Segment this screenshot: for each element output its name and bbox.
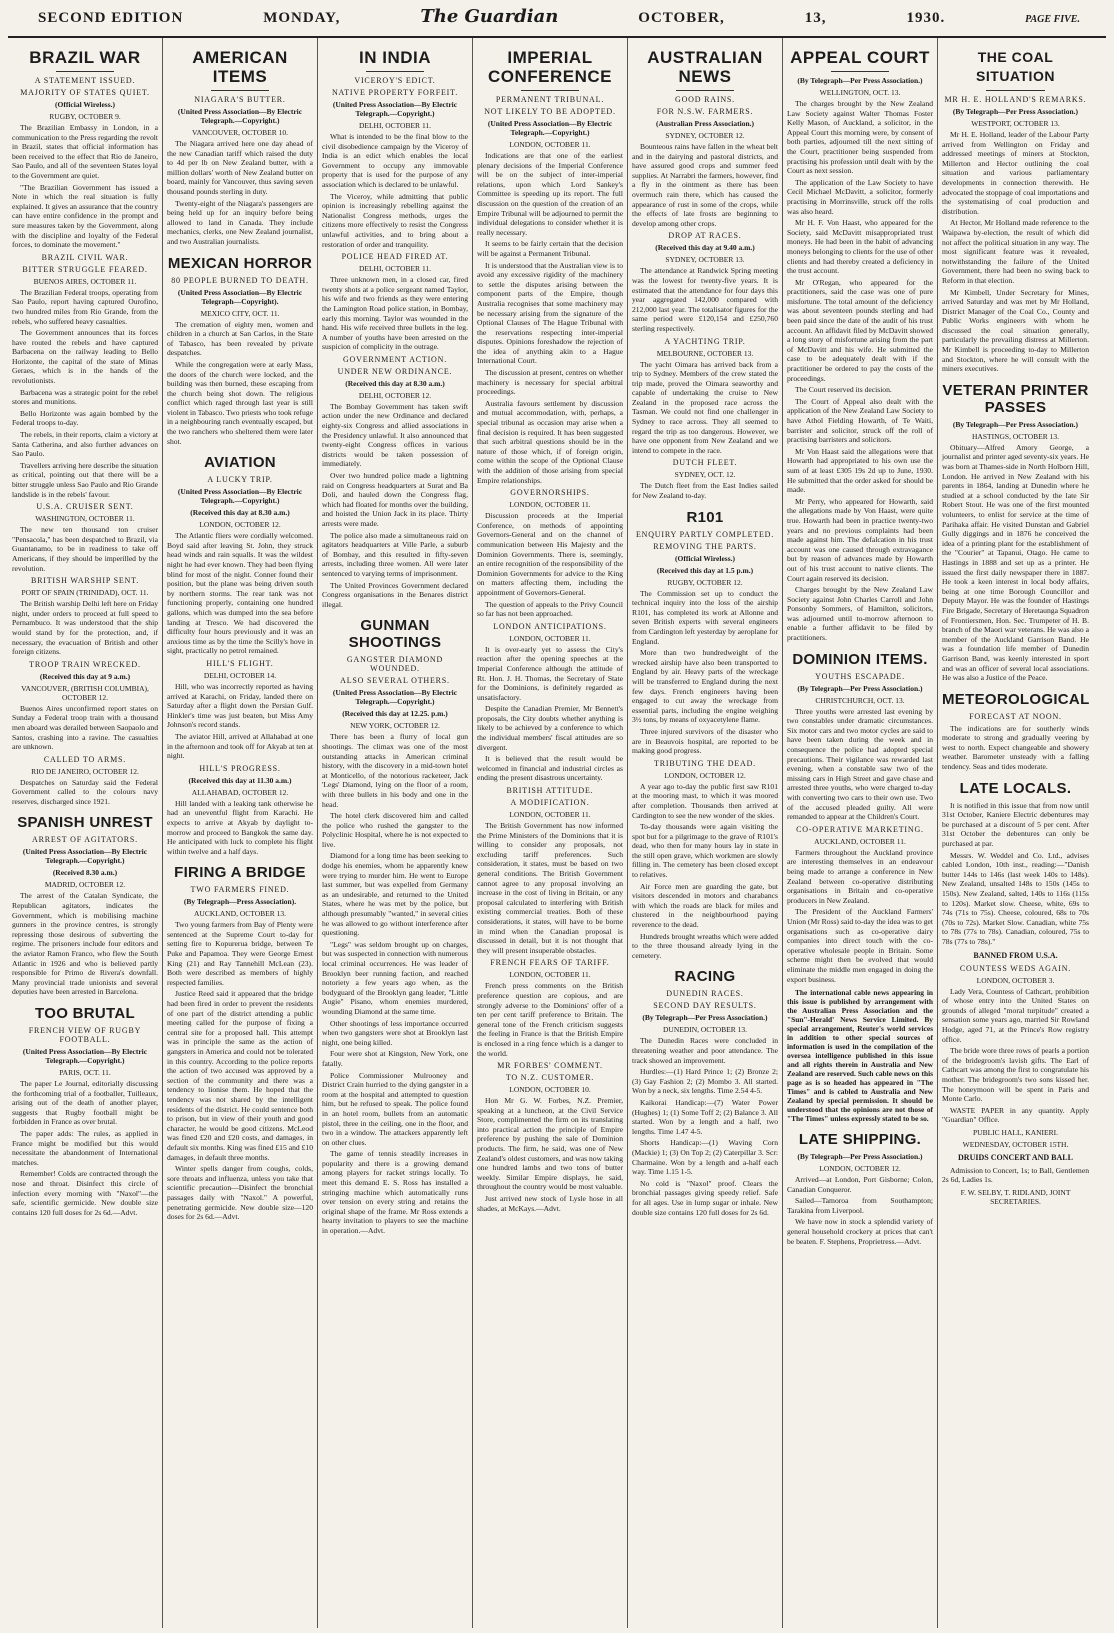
paragraph: Buenos Aires unconfirmed report states on Sunday a Federal troop train with a thousand men aboard was derailed between Saopaolo and Santos, crashing into a ravine. The casualties are unknown. <box>12 703 158 752</box>
paragraph: The Government announces that its forces have routed the rebels and have captured Barbacena on the railway leading to Bello Horizonte, the capital of the state of Minas Geraes, which is in the hands of the revolutionists. <box>12 328 158 386</box>
dateline: RUGBY, OCTOBER 12. <box>667 577 743 587</box>
paragraph: Three youths were arrested last evening by two constables under dramatic circumstances. Six motor cars and two motor cycles are said to have been taken during the week and in consequence the police had adopted special precautions. Their vigilance was rewarded last evening, when a constable saw two of the missing cars in High Street and gave chase and arrested three youths, who were charged to-day with converting two cars to their own use. Two of the accused pleaded guilty. All were remanded to appear at the Children's Court. <box>787 706 933 822</box>
masthead-date: 13, <box>804 10 827 26</box>
dateline: VANCOUVER, (BRITISH COLUMBIA), OCTOBER 12. <box>21 683 149 702</box>
dateline: WELLINGTON, OCT. 13. <box>819 88 901 97</box>
paragraph: Travellers arriving here describe the situation as critical, pointing out that there will be a bitter struggle unless Sao Paulo and Rio Grande landslide is in the rebels' favour. <box>12 460 158 499</box>
subhead: FORECAST AT NOON. <box>969 711 1062 721</box>
paragraph: At Hector, Mr Holland made reference to the Waipawa by-election, the result of which did not affect the political situation in any way. The most significant feature was it revealed, notwithstanding the failure of the United Government, there had been no swing back to Reform in that election. <box>942 218 1089 285</box>
subhead: ARREST OF AGITATORS. <box>32 835 138 845</box>
credit-line: (United Press Association—By Electric Telegraph.—Copyright.) <box>487 119 613 137</box>
ad-date: WEDNESDAY, OCTOBER 15TH. <box>962 1139 1069 1149</box>
dateline: DELHI, OCTOBER 11. <box>358 121 432 130</box>
paragraph: The aviator Hill, arrived at Allahabad at one in the afternoon and took off for Akyab at ten at night. <box>167 731 313 761</box>
dateline: LONDON, OCTOBER 11. <box>509 633 591 643</box>
paragraph: Hill landed with a leaking tank otherwise he had an uneventful flight from Karachi. He expects to arrive at Akyab by daylight to-morrow and proceed to Bangkok the same day. He anticipated with luck to complete his flight within twelve and a half days. <box>167 798 313 856</box>
ad-secretaries: F. W. SELBY, T. RIDLAND, JOINT SECRETARIES. <box>960 1188 1071 1207</box>
subhead: TROOP TRAIN WRECKED. <box>29 659 141 669</box>
paragraph: More than two hundredweight of the wrecked airship have also been transported to England by air. Heavy parts of the wreckage will be transferred to England during the next few days. French engineers having been engaged to cut away the wreckage from essential parts, including the engine weighing 3½ tons, by means of oxyacetylene flame. <box>632 648 778 725</box>
dateline: WESTPORT, OCTOBER 13. <box>971 119 1060 128</box>
headline-dominion-items: DOMINION ITEMS. <box>792 650 928 668</box>
paragraph: The President of the Auckland Farmers' Union (Mr Ross) said to-day the idea was to get organisations such as co-operative dairy companies into direct touch with the co-operative wholesale people in Britain. Some scheme might then be evolved that would eliminate the middle men engaged in doing the export business. <box>787 907 933 984</box>
credit-line: (Received this day at 1.5 p.m.) <box>656 565 754 575</box>
credit-line: (By Telegraph—Press Association). <box>183 897 297 907</box>
advertisement: No cold is "Naxol" proof. Clears the bronchial passages giving speedy relief. Safe for all ages. Use in lump sugar or inhale. New double size contains 120 full doses for 2s 6d. <box>632 1178 778 1217</box>
paragraph: The Brazilian Embassy in London, in a communication to the Press regarding the revolt in Brazil, states that official information has been received to the effect that Rio de Janeiro, Sao Paulo, and all of the seventeen States loyal to the Government are quiet. <box>12 123 158 180</box>
credit-line: (Official Wireless.) <box>55 100 115 109</box>
subhead: DROP AT RACES. <box>668 231 742 241</box>
dateline: CHRISTCHURCH, OCT. 13. <box>815 695 905 705</box>
headline-late-locals: LATE LOCALS. <box>959 779 1072 797</box>
headline-coal-situation: THE COAL SITUATION <box>976 49 1055 84</box>
dateline: WASHINGTON, OCTOBER 11. <box>35 514 135 524</box>
subhead: BITTER STRUGGLE FEARED. <box>22 264 148 274</box>
ad-event: DRUIDS CONCERT AND BALL <box>958 1152 1073 1162</box>
credit-line: (By Telegraph—Per Press Association.) <box>642 1013 768 1023</box>
headline-in-india: IN INDIA <box>359 48 431 67</box>
subhead: A LUCKY TRIP. <box>207 475 273 485</box>
paragraph: The Court of Appeal also dealt with the application of the New Zealand Law Society to have Athol Fielding Howarth, of Te Waiti, barrister and solicitor, struck off the roll of practising barristers and solicitors. <box>787 396 933 445</box>
dateline: PORT OF SPAIN (TRINIDAD), OCT. 11. <box>21 588 149 598</box>
paragraph: It is notified in this issue that from now until 31st October, Kaniere Electric debentures may be purchased at a discount of 5 per cent. After 31st October the debentures can only be purchased at par. <box>942 800 1089 849</box>
paragraph: The paper Le Journal, editorially discussing the forthcoming trial of a footballer, Tuilleaux, arising out of the death of another player, suggests that Rugby football might be forbidden in France as over brutal. <box>12 1079 158 1127</box>
subhead: GANGSTER DIAMOND WOUNDED. <box>346 655 444 674</box>
advertisement: We have now in stock a splendid variety of general household crockery at prices that can't be beaten. F. Stephens, Proprietress.—Advt. <box>787 1217 933 1246</box>
paragraph: It seems to be fairly certain that the decision will be against a Permanent Tribunal. <box>477 239 623 258</box>
headline-too-brutal: TOO BRUTAL <box>35 1005 135 1022</box>
dateline: LONDON, OCTOBER 11. <box>509 500 591 510</box>
credit-line: (Received this day at 9 a.m.) <box>39 671 131 681</box>
edition-label: SECOND EDITION <box>38 10 184 26</box>
subhead: LONDON ANTICIPATIONS. <box>493 621 607 631</box>
subhead: HILL'S PROGRESS. <box>199 763 281 773</box>
subhead: TRIBUTING THE DEAD. <box>654 758 756 768</box>
credit-line: (Official Wireless.) <box>675 553 735 563</box>
credit-line: (By Telegraph—Per Press Association.) <box>797 76 923 85</box>
credit-line: (Received this day at 12.25. p.m.) <box>342 709 448 719</box>
credit-line: (Received this day at 8.30 a.m.) <box>190 508 290 518</box>
ad-heading: PUBLIC HALL, KANIERI. <box>973 1127 1058 1137</box>
paragraph: The Bombay Government has taken swift action under the new Ordinance and declared eighty-six Congress and allied associations in the Presidency unlawful. It also announced that twenty-eight Congress offices in various districts would be taken possession of immediately. <box>322 401 468 469</box>
paragraph: The discussion at present, centres on whether machinery is necessary for special arbitral proceedings. <box>477 368 623 397</box>
masthead-month: OCTOBER, <box>638 10 725 26</box>
paragraph: Diamond for a long time has been seeking to dodge his enemies, whom he apparently knew were trying to murder him. He went to Europe last summer, but was expelled from Germany as an undesirable, and returned to the United States, where he was met by the police, but although presumably "wanted," in several cities he was allowed to go without interference after questioning. <box>322 851 468 938</box>
subhead: BRITISH WARSHIP SENT. <box>31 576 139 586</box>
paragraph: What is intended to be the final blow to the civil disobedience campaign by the Viceroy of India is an edict which enables the local Government to occupy any immovable property that is used for the purpose of any association which is declared to be unlawful. <box>322 132 468 189</box>
paragraph: Hill, who was incorrectly reported as having arrived at Karachi, on Friday, landed there on Saturday after a flight down the Persian Gulf. Hinkler's time was just beaten, but Miss Amy Johnson's record stands. <box>167 681 313 730</box>
subhead: REMOVING THE PARTS. <box>653 541 757 551</box>
dateline: LONDON, OCTOBER 11. <box>509 140 591 149</box>
paragraph: Arrived—at London, Port Gisborne; Colon, Canadian Conqueror. <box>787 1175 933 1194</box>
subhead: SECOND DAY RESULTS. <box>653 1001 757 1011</box>
headline-aviation: AVIATION <box>204 454 276 472</box>
advertisement: The game of tennis steadily increases in popularity and there is a growing demand among players for racket strings locally. To meet this demand E. S. Ross has installed a stringing machine which automatically runs over tension on every string and retains the original shape of the frame. Mr Ross extends a hearty invitation to players to see the machine in operation.—Advt. <box>322 1149 468 1236</box>
column-5 <box>628 38 783 1628</box>
dateline: LONDON, OCTOBER 11. <box>509 810 591 820</box>
headline-appeal-court: APPEAL COURT <box>790 48 930 67</box>
headline-veteran-printer: VETERAN PRINTER PASSES <box>942 381 1089 416</box>
paragraph: Hundreds brought wreaths which were added to the three thousand already lying in the cemetery. <box>632 931 778 960</box>
paragraph: Air Force men are guarding the gate, but visitors descended in motors and charabancs with which the roads are black for miles and clustered in the neighbourhood paying reverence to the dead. <box>632 881 778 930</box>
dateline: MELBOURNE, OCTOBER 13. <box>656 348 754 358</box>
paragraph: The Niagara arrived here one day ahead of the new Canadian tariff which raised the duty to 4d per lb on New Zealand butter, with a million dollars' worth of New Zealand butter on board, mainly for Vancouver, thus saving seven thousand pounds sterling in duty. <box>167 139 313 196</box>
headline-r101: R101 <box>686 508 724 526</box>
paragraph: The United Provinces Government declared Congress organisations in the Benares district illegal. <box>322 580 468 609</box>
paragraph: Bounteous rains have fallen in the wheat belt and in the dairying and pastoral districts, and have assured good crops and summer feed supplies. At Narrabri the farmers, however, find a fly in the ointment as there has been overmuch rain there, which has caused the appearance of rust in some of the crops, while the effects of late frosts are beginning to develop among other crops. <box>632 142 778 228</box>
paragraph: Twenty-eight of the Niagara's passengers are being held up for an inquiry before being allowed to land in Canada. They include mechanics, clerks, one New Zealand journalist, and two Australian journalists. <box>167 198 313 246</box>
dateline: LONDON, OCTOBER 12. <box>819 1164 901 1174</box>
subhead: NIAGARA'S BUTTER. <box>194 95 286 104</box>
paragraph: While the congregation were at early Mass, the doors of the church were locked, and the building was then burned, these escaping from the church being shot down. The religious conflict which raged through last year is still violent in Tabasco. Two priests who took refuge in a neighbouring ranch eventually escaped, but the two ranchers who sheltered them were later shot. <box>167 359 313 446</box>
credit-line: (Australian Press Association.) <box>656 119 754 128</box>
paragraph: Three injured survivors of the disaster who are in Beauvois hospital, are reported to be making good progress. <box>632 726 778 756</box>
subhead: TWO FARMERS FINED. <box>190 885 290 895</box>
paragraph: The Dunedin Races were concluded in threatening weather and poor attendance. The track showed an improvement. <box>632 1036 778 1065</box>
paragraph: Messrs. W. Weddel and Co. Ltd., advises cabled London, 10th inst., reading:—"Danish butter 144s to 146s (last week 140s to 148s). New Zealand, unsalted 148s to 150s (145s to 150s). New Zealand, salted, 140s to 116s (115s to 120s). Market slow. Cheese, white, 69s to 74s (71s to 75s). Cheese, coloured, 68s to 70s (70s to 72s). Market Slow. Canadian, white 75s to 78s (77s to 78s). Canadian, coloured, 75s to 78s (77s to 78s)." <box>942 850 1089 946</box>
subhead: A STATEMENT ISSUED. <box>34 76 136 85</box>
dateline: DELHI, OCTOBER 11. <box>358 264 432 274</box>
subhead: ALSO SEVERAL OTHERS. <box>340 676 450 686</box>
paragraph: Mr H. F. Von Haast, who appeared for the Society, said McDavitt misappropriated trust moneys. He had been in the habit of advancing moneys belonging to clients for the use of other clients and had thereby created a deficiency in the trust account. <box>787 218 933 276</box>
page-number: PAGE FIVE. <box>1025 14 1080 25</box>
paragraph: The yacht Oimara has arrived back from a trip to Sydney. Members of the crew stated the trip made, proved the Oimara seaworthy and capable of undertaking the cruise to New Zealand in the proposed race across the Tasman. We could not find one challenger in Sydney to race across. They all seemed to regard the trip as too dangerous. However, we have one opponent from New Zealand and we intend to compete in the race. <box>632 359 778 455</box>
paragraph: Bello Horizonte was again bombed by the Federal troops to-day. <box>12 408 158 428</box>
paragraph: Despatches on Saturday said the Federal Government called to the colours navy reserves, discharged since 1921. <box>12 777 158 806</box>
subhead: MAJORITY OF STATES QUIET. <box>20 88 150 97</box>
subhead: DUNEDIN RACES. <box>666 989 744 999</box>
dateline: DELHI, OCTOBER 12. <box>358 390 432 400</box>
subhead: FRENCH FEARS OF TARIFF. <box>490 958 610 968</box>
paragraph: The indications are for southerly winds moderate to strong and gradually veering by west to north. Expect changeable and showery weather. Barometer unsteady with a falling tendency. Seas and tides moderate. <box>942 723 1089 772</box>
headline-gunman-shootings: GUNMAN SHOOTINGS <box>348 617 442 652</box>
subhead: GOOD RAINS. <box>675 95 735 104</box>
credit-line: (United Press Association—By Electric Telegraph—Copyright). <box>177 287 303 306</box>
paper-title: The Guardian <box>420 6 559 27</box>
masthead <box>8 6 1106 38</box>
paragraph: A year ago to-day the public first saw R101 at the mooring mast, to which it was moored after completion. Thousands then arrived at Cardington to see the new wonder of the skies. <box>632 781 778 820</box>
paragraph: Mr Perry, who appeared for Howarth, said the allegations made by Von Haast, were quite true. Howarth had been in practice twenty-two years and no previous complaints had been made against him. The defalcation in his trust account was one caused through extravagance but by reason of advances made by Howarth out of his trust account to native clients. The Court again reserved its decision. <box>787 496 933 583</box>
dateline: LONDON, OCTOBER 12. <box>664 770 746 780</box>
subhead: NATIVE PROPERTY FORFEIT. <box>331 88 459 97</box>
paragraph: The Brazilian Federal troops, operating from Sao Paulo, report having captured Ourofino, two hundred miles from Rio Grande, from the rebels, who suffered heavy casualties. <box>12 287 158 326</box>
subhead: DUTCH FLEET. <box>672 458 738 468</box>
subhead: 80 PEOPLE BURNED TO DEATH. <box>171 275 309 285</box>
paragraph: Hon Mr G. W. Forbes, N.Z. Premier, speaking at a luncheon, at the Civil Service Store, complimented the firm on its translating into practical action the principle of Empire preference by pushing the sale of Dominion products. The firm, he said, was one of New Zealand's oldest customers, and was now taking one hundred lambs and two tons of butter weekly. Similar Empire displays, he said, throughout the country would be most valuable. <box>477 1096 623 1192</box>
dateline: AUCKLAND, OCTOBER 13. <box>194 909 286 919</box>
paragraph: The new ten thousand ton cruiser "Pensacola," has been despatched to Brazil, via Guantanamo, to be in readiness to take off Americans, if they should be imperilled by the revolution. <box>12 525 158 573</box>
paragraph: It is believed that the result would be welcomed in financial and industrial circles as ending the present disastrous uncertainty. <box>477 754 623 783</box>
dateline: PARIS, OCT. 11. <box>59 1068 111 1077</box>
paragraph: The application of the Law Society to have Cecil Michael McDavitt, a solicitor, formerly practising in Morrinsville, struck off the rolls was also heard. <box>787 177 933 216</box>
headline-mexican-horror: MEXICAN HORROR <box>167 254 313 272</box>
paragraph: The arrest of the Catalan Syndicate, the Republican agitators, indicates the Government, which is mobilising machine gunners in the province centres, is strongly repressing those desirous of subverting the regime. The prisoners include four editors and the aviator Ramon Franco, who flew the South Atlantic in 1926 and who is believed partly responsible for Primo de Rivera's downfall. Many provincial trade unionists and several deputies have been arrested in Barcelona. <box>12 891 158 997</box>
credit-line: (By Telegraph—Per Press Association.) <box>797 683 923 693</box>
masthead-day: MONDAY, <box>263 10 341 26</box>
paragraph: The charges brought by the New Zealand Law Society against Walter Thomas Foster Kelly Mason, of Auckland, a solicitor, in the Appeal Court this morning were, by consent of both parties, adjourned till the next sitting of the Court, practitioner being suspended from practising his profession until dealt with by the Court as next session. <box>787 99 933 176</box>
paragraph: The British warship Delhi left here on Friday night, under orders to proceed at full speed to Pernambuco. It was understood that the ship would stand by for the protection, and, if necessary, the evacuation of British and other foreign citizens. <box>12 599 158 657</box>
paragraph: Four were shot at Kingston, New York, one fatally. <box>322 1049 468 1068</box>
dateline: LONDON, OCTOBER 12. <box>199 520 281 530</box>
paragraph: The attendance at Randwick Spring meeting was the lowest for twenty-five years. It is estimated that the attendance for four days this year aggregated 142,000 compared with 212,000 last year. The totalisator figures for the same period were £120,154 and £250,760 sterling respectively. <box>632 266 778 333</box>
headline-meteorological: METEOROLOGICAL <box>942 690 1090 708</box>
paragraph: It is understood that the Australian view is to avoid any excessive rigidity of the machinery to settle the disputes arising between the component parts of the Empire, though Australia recognises that some machinery may be necessary arising from the signature of the Optional Clauses of The Hague Tribunal with the reservations respecting inter-imperial disputes. Opinions foreshadow the rejection of the idea of anything akin to a Hague International Court. <box>477 260 623 366</box>
subhead: COUNTESS WEDS AGAIN. <box>959 963 1072 973</box>
paragraph: Despite the Canadian Premier, Mr Bennett's proposals, the City doubts whether anything is likely to be achieved by a conference to which the individual members' fiscal attitudes are so divergent. <box>477 704 623 752</box>
subhead: UNDER NEW ORDINANCE. <box>337 366 453 376</box>
paragraph: Discussion proceeds at the Imperial Conference, on methods of appointing Governors-General and on the channel of communication between His Majesty and the Dominion Governments. There is, seemingly, an entire recognition of the responsibility of the Dominion Governments for advice to the King on matters affecting them, including the appointment of Governors-General. <box>477 511 623 597</box>
paragraph: The police also made a simultaneous raid on agitators headquarters at Ville Parle, a suburb of Bombay, and this resulted in fifty-seven arrests, including three women. All were later sentenced to varying terms of imprisonment. <box>322 530 468 578</box>
dateline: LONDON, OCTOBER 3. <box>976 975 1055 985</box>
subhead: POLICE HEAD FIRED AT. <box>341 252 449 262</box>
credit-line: (By Telegraph—Per Press Association.) <box>952 419 1079 429</box>
paragraph: Indications are that one of the earliest plenary decisions of the Imperial Conference will be on the subject of inter-imperial relations, upon which Lord Sankey's Committee is speeding up its report. The full discussion on the question of the creation of an Empire Tribunal will be adjourned to permit the individual delegations to consider whether it is really necessary. <box>477 151 623 237</box>
paragraph: Obituary—Alfred Amory George, a journalist and printer aged seventy-six years. He was born at Thames-side in North Holborn Hill, London. He arrived in New Zealand with his parents in 1864, landing at Dunedin where he studied at a school conducted by the late Sir Robert Stout. He was one of the first mounted volunteers, to enlist for service at the time of Parihaka affair. He visited Dunstan and Gabriel Gully diggings and in 1876 he conceived the idea of a printing plant for the establishment of the "Courier" at Tapanui, Otago. He came to Hastings in 1888 and set up as a printer. He issued the first daily newspaper there in 1887. He took a keen interest in local body affairs, being at one time Borough Councillor and Deputy Mayor. He was the founder of Hastings Fire Brigade, Secretary of Heretaunga Squadron of Frontiersmen, Hon. Sec. Trumpeter of H. B. branch of the Maori war veterans. He was also a member of the Auckland Garrison Band. He was a foundation life member of Dunedin Garrison Band, was keenly interested in sport and was an officer of several local associations. He was also a Justice of the Peace. <box>942 442 1089 683</box>
subhead: MR FORBES' COMMENT. <box>497 1061 603 1071</box>
subhead: MR H. E. HOLLAND'S REMARKS. <box>944 95 1087 104</box>
headline-brazil-war: BRAZIL WAR <box>29 48 141 67</box>
columns <box>8 38 1106 1628</box>
dateline: LONDON, OCTOBER 10. <box>509 1085 591 1095</box>
paragraph: Mr Kimbell, Under Secretary for Mines, arrived Saturday and was met by Mr Holland, District Manager of the Coal Co., County and Public Works engineers with whom he discussed the coal situation generally, particularly the prevailing distress at Millerton. Mr Kimbell is proceeding to-day to Millerton and Stockton, where he will consult with the miners executives. <box>942 287 1089 374</box>
subhead: CO-OPERATIVE MARKETING. <box>796 824 924 834</box>
advertisement: Just arrived new stock of Lysle hose in all shades, at McKays.—Advt. <box>477 1194 623 1213</box>
subhead: PERMANENT TRIBUNAL. <box>495 95 605 104</box>
paragraph: Two young farmers from Bay of Plenty were sentenced at the Supreme Court to-day for setting fire to Kopurerua bridge, between Te Puke and Papamoa. They were George Ernest King (21) and Ray Tannehill McLean (23). Both were described as members of highly respected families. <box>167 920 313 987</box>
headline-imperial-conference: IMPERIAL CONFERENCE <box>487 48 612 86</box>
credit-line: (United Press Association—By Electric Telegraph.—Copyright.) <box>177 107 303 125</box>
dateline: BUENOS AIRES, OCTOBER 11. <box>33 276 137 286</box>
subhead: VICEROY'S EDICT. <box>354 76 436 85</box>
subhead: U.S.A. CRUISER SENT. <box>36 502 134 512</box>
paragraph: Shorts Handicap:—(1) Waving Corn (Mackie) 1; (3) On Top 2; (2) Caterpillar 3. Scr: Charmaine. Won by a length and a-half each way. Time 1.15 1-5. <box>632 1138 778 1177</box>
column-3 <box>318 38 473 1628</box>
paragraph: The rebels, in their reports, claim a victory at Santa Catherina, and also further advances on Sao Paulo. <box>12 430 158 459</box>
paragraph: The cremation of eighty men, women and children in a church at San Carlos, in the State of Tabasco, has been revealed by private despatches. <box>167 319 313 358</box>
credit-line: (Received this day at 11.30 a.m.) <box>188 775 292 785</box>
dateline: VANCOUVER, OCTOBER 10. <box>192 128 288 137</box>
paragraph: The bride wore three rows of pearls a portion of the bridegroom's lavish gifts. The Earl of Cathcart was among the first to congratulate his mother. The bridegroom's two sons kissed her. The honeymoon will be spent in Paris and Monte Carlo. <box>942 1046 1089 1104</box>
headline-late-shipping: LATE SHIPPING. <box>798 1131 922 1149</box>
dateline: HASTINGS, OCTOBER 13. <box>972 431 1059 441</box>
advertisement: Remember! Colds are contracted through the nose and throat. Disinfect this circle of infection every morning with "Naxol"—the safe, scientific germicide. New double size contains 120 full doses for 2s 6d.—Advt. <box>12 1169 158 1217</box>
column-4 <box>473 38 628 1628</box>
subhead: HILL'S FLIGHT. <box>206 658 274 668</box>
credit-line: (By Telegraph—Per Press Association.) <box>797 1152 923 1162</box>
credit-line: (United Press Association—By Electric Telegraph.—Copyright.) <box>332 688 458 707</box>
paragraph: There has been a flurry of local gun shootings. The climax was one of the most outstanding attacks in American criminal history, with the discovery in a mid-town hotel at Monticello, of the notorious racketeer, Jack 'Legs' Diamond, lying on the floor of a room, with three bullets in his body and one in the head. <box>322 732 468 809</box>
paragraph: The Court reserved its decision. <box>795 385 892 395</box>
headline-australian-news: AUSTRALIAN NEWS <box>647 48 763 86</box>
credit-line: (Received this day at 8.30 a.m.) <box>345 378 445 388</box>
dateline: SYDNEY, OCT. 12. <box>674 470 736 480</box>
paragraph: "The Brazilian Government has issued a Note in which the real situation is fully explained. It gives an assurance that the country can have entire confidence in the prompt and sure measures taken by the Government, along with the discipline and loyalty of the Federal forces, to dominate the movement." <box>12 182 158 250</box>
subhead: BRITISH ATTITUDE. <box>506 786 594 796</box>
paragraph: Kaikorai Handicap:—(7) Water Power (Hughes) 1; (1) Some Toff 2; (2) Balance 3. All started. Won by a length and a half, two lengths. Time 1.47 4-5. <box>632 1097 778 1136</box>
ad-admission: Admission to Concert, 1s; to Ball, Gentlemen 2s 6d, Ladies 1s. <box>942 1165 1089 1185</box>
column-1 <box>8 38 163 1628</box>
dateline: RIO DE JANEIRO, OCTOBER 12. <box>31 766 139 776</box>
paragraph: The hotel clerk discovered him and called the police who rushed the gangster to the Polyclinic Hospital, where he is not expected to live. <box>322 811 468 849</box>
credit-line: (Received 8.30 a.m.) <box>52 868 118 878</box>
column-2 <box>163 38 318 1628</box>
credit-line: (Received this day at 9.40 a.m.) <box>655 243 755 253</box>
advertisement: Winter spells danger from coughs, colds, sore throats and influenza, unless you take that scientific precaution—Disinfect the bronchial passages daily with "Naxol." A powerful, penetrating germicide. New double size—120 doses for 2s 6d.—Advt. <box>167 1164 313 1222</box>
advertisement: WASTE PAPER in any quantity. Apply "Guardian" Office. <box>942 1105 1089 1125</box>
paragraph: Charges brought by the New Zealand Law Society against John Charles Carroll and John Ponsonby Sommers, of Hamilton, solicitors, was adjourned until to-morrow afternoon to enable a further affidavit to be filed by practitioners. <box>787 585 933 643</box>
cable-news-notice: The international cable news appearing in this issue is published by arrangement with the Australian Press Association and the "Sun"-Herald' News Service Limited. By special arrangement, Reuter's world services in addition to other special sources of information is used in the compilation of the oversea intelligence published in this issue and all rights therein in Australia and New Zealand are reserved. Such cable news on this page as is so headed has appeared in "The Times" and is cabled to Australia and New Zealand by special permission. It should be understood that the opinions are not those of "The Times" unless expressly stated to be so. <box>787 988 933 1124</box>
dateline: DELHI, OCTOBER 14. <box>203 670 277 680</box>
paragraph: To-day thousands were again visiting the spot but for a pilgrimage to the grave of R101's dead, who then for many hours lay in state in the still open grave, which workmen are slowly filling in. The cemetery has been closed except to relatives. <box>632 822 778 880</box>
dateline: RUGBY, OCTOBER 9. <box>49 112 121 121</box>
dateline: AUCKLAND, OCTOBER 11. <box>814 836 906 846</box>
paragraph: French press comments on the British preference question are copious, and are strongly adverse to the Dominions' offer of a ten per cent tariff preference to Britain. The general tone of the French criticism suggests the feeling in France is that the British Empire is enclosed in a ring fence which is a danger to the world. <box>477 981 623 1058</box>
subhead: A MODIFICATION. <box>510 798 590 808</box>
subhead: FRENCH VIEW OF RUGBY FOOTBALL. <box>28 1026 142 1044</box>
paragraph: It is over-early yet to assess the City's reaction after the opening speeches at the Imperial Conference although the attitude of Rt. Hon. J. H. Thomas, the Secretary of State for the Dominions, is definitely regarded as unsatisfactory. <box>477 644 623 702</box>
subhead: CALLED TO ARMS. <box>43 754 127 764</box>
paragraph: Mr Von Haast said the allegations were that Howarth had appropriated to his own use the sum of at least £305 19s 2d up to June, 1930. He submitted that the order asked for should be made. <box>787 446 933 495</box>
paragraph: Sailed—Tamoroa from Southampton; Tarakina from Liverpool. <box>787 1196 933 1215</box>
paragraph: The Dutch fleet from the East Indies sailed for New Zealand to-day. <box>632 481 778 501</box>
dateline: NEW YORK, OCTOBER 12. <box>350 721 440 731</box>
paragraph: The paper adds: The rules, as applied in France might be modified but this would necessitate the abandonment of International matches. <box>12 1128 158 1167</box>
paragraph: Barbacena was a strategic point for the rebel stores and munitions. <box>12 387 158 407</box>
dateline: SYDNEY, OCTOBER 12. <box>665 131 745 140</box>
dateline: MADRID, OCTOBER 12. <box>44 880 126 890</box>
headline-racing: RACING <box>674 968 736 986</box>
paragraph: The Viceroy, while admitting that public opinion is increasingly rebelling against the Nationalist Congress methods, urges the citizens more effectively to resist the Congress unlawful activities, and to bring about a restoration of order and tranquility. <box>322 191 468 249</box>
paragraph: Farmers throughout the Auckland province are interesting themselves in an endeavour being made to arrange a conference in New Zealand between co-operative distributing organisations in Britain and co-operative producers in New Zealand. <box>787 847 933 905</box>
paragraph: Australia favours settlement by discussion and mutual accommodation, with, perhaps, a special tribunal as occasion may arise when a final decision is required. It has been suggested that such arbitral questions should be in the nature of those which, if of foreign origin, come within the scope of the Optional Clause with the addition of those arising from special Empire relationships. <box>477 398 623 485</box>
subhead: GOVERNMENT ACTION. <box>342 354 448 364</box>
credit-line: (United Press Association—By Electric Telegraph.—Copyright.) <box>177 487 303 506</box>
paragraph: Justice Reed said it appeared that the bridge had been fired in order to prevent the residents of one part of the district attending a public meeting called for the purpose of fixing a central site for a proposed hall. This attempt was in principle the same as the action of gangsters in America and could not be tolerated in this country. According to the police reports the action of two accused was approved by a section of the community and there was a tendency to lionise them. He hoped that the tendency was not shared by the intelligent residents of the district. He could sentence both to prison, but in view of their youth and good character, he would be good citizens. McLeod was fined £20 and £20 costs, and damages, in default six months. King was fined £15 and £10 damages, in default three months. <box>167 989 313 1162</box>
paragraph: The question of appeals to the Privy Council so far has not been approached. <box>477 599 623 619</box>
credit-line: (By Telegraph—Per Press Association.) <box>952 107 1079 116</box>
subhead: NOT LIKELY TO BE ADOPTED. <box>484 107 616 116</box>
subhead: BRAZIL CIVIL WAR. <box>41 252 129 262</box>
paragraph: Police Commissioner Mulrooney and District Crain hurried to the dying gangster in a room at the hospital and attempted to question him, but he refused to speak. The police found in an hotel room, bullets from an automatic pistol, three in the ceiling, one in the floor, and two in a window. The attackers apparently left on other clues. <box>322 1070 468 1147</box>
subhead: TO N.Z. CUSTOMER. <box>505 1073 595 1083</box>
subhead: GOVERNORSHIPS. <box>510 488 590 498</box>
paragraph: Over two hundred police made a lightning raid on Congress headquarters at Surat and Ba Doli, and hauled down the Congress flag, which had floated for months over the building, and hoisted the Union Jack in its place. Thirty arrests were made. <box>322 471 468 528</box>
headline-american-items: AMERICAN ITEMS <box>192 48 288 86</box>
paragraph: The British Government has now informed the Prime Ministers of the Dominions that it is willing to consider any proposals, not excluding tariff preferences. Such consideration, it states, must be based on two general conditions. The British Government cannot agree to any proposal involving an increase in the cost of living in Britain, or any proposal calculated to interfering with British existing commercial treaties. Both of these considerations, it states, will have to be borne in mind when the Canadian proposal is discussed in detail, but it is not thought that they will present insuperable obstacles. <box>477 821 623 955</box>
subhead: A YACHTING TRIP. <box>664 336 746 346</box>
credit-line: (United Press Association—By Electric Telegraph.—Copyright.) <box>22 847 148 866</box>
column-6 <box>783 38 938 1628</box>
credit-line: (United Press Association—By Electric Telegraph.—Copyright.) <box>332 100 458 118</box>
column-7 <box>938 38 1093 1628</box>
paragraph: The Commission set up to conduct the technical inquiry into the loss of the airship R101, has completed its work at Allonne and seven British experts with several engineers from Cardington left yesterday by aeroplane for England. <box>632 588 778 646</box>
dateline: DUNEDIN, OCTOBER 13. <box>662 1025 748 1035</box>
dateline: ALLAHABAD, OCTOBER 12. <box>191 787 289 797</box>
credit-line: (United Press Association—By Electric Telegraph.—Copyright.) <box>22 1047 148 1065</box>
headline-spanish-unrest: SPANISH UNREST <box>17 814 153 832</box>
paragraph: Three unknown men, in a closed car, fired twenty shots at a police sergeant named Taylor, his wife and two friends as they were entering the Lamington Road police station, in Bombay, early this morning. Taylor was wounded in the hand. His wife received three bullets in the leg. A number of youths have been arrested on the suspicion of complicity in the outrage. <box>322 275 468 352</box>
paragraph: Lady Vera, Countess of Cathcart, prohibition of whose entry into the United States on grounds of alleged "moral turpitude" created a sensation some years ago, married Sir Rowland Hodge, aged 71, at the Prince's Row registry office. <box>942 986 1089 1044</box>
paragraph: Hurdles:—(1) Hard Prince 1; (2) Bronze 2; (3) Gay Fashion 2; (2) Mombo 3. All started. Won by a neck, six lengths. Time 2.54 4-5. <box>632 1067 778 1096</box>
subhead: YOUTHS ESCAPADE. <box>815 671 905 681</box>
dateline: MEXICO CITY, OCT. 11. <box>200 308 280 318</box>
paragraph: Other shootings of less importance occurred when two gangsters were shot at Brooklyn last night, one being killed. <box>322 1018 468 1047</box>
dateline: LONDON, OCTOBER 11. <box>509 970 591 980</box>
subhead: BANNED FROM U.S.A. <box>973 950 1058 960</box>
paragraph: Mr H. E. Holland, leader of the Labour Party arrived from Wellington on Friday and addressed meetings of miners at Stockton, Millerton and Hector outlining the coal situation and various parliamentary developments in connection therewith. He advocated the stoppage of coal importations and the systematising of coal production and distribution. <box>942 130 1089 216</box>
paragraph: The Atlantic fliers were cordially welcomed. Boyd said after leaving St. John, they struck head winds and rain squalls. It was the wildest night he had ever known. They had been flying blind for most of the night. Conner found their position, but the plane was being driven south by northern storms. The rear tank was not functioning properly, containing one hundred gallons, which was dumped into the sea before landing at Tresco. We had discovered the difficulty four hours previously and it was an anxious time as by the time the Scilly's hove in sight, practically no petrol remained. <box>167 531 313 656</box>
masthead-year: 1930. <box>906 10 946 26</box>
paragraph: Mr O'Regan, who appeared for the practitioners, said the case was one of pure misfortune. The total amount of the deficiency was about seventeen pounds sterling and had been paid since the date of the audit of his trust account. An affidavit filed by McDavitt showed a long story of misfortune arising from the part of McDavitt and his wife. He submitted the case to be adequately dealt with if the practitioner be ordered to pay the costs of the proceedings. <box>787 277 933 383</box>
headline-firing-a-bridge: FIRING A BRIDGE <box>174 864 306 882</box>
subhead: ENQUIRY PARTLY COMPLETED. <box>635 529 775 539</box>
dateline: SYDNEY, OCTOBER 13. <box>665 255 745 265</box>
subhead: FOR N.S.W. FARMERS. <box>656 107 754 116</box>
paragraph: "Legs" was seldom brought up on charges, but was suspected in connection with numerous local criminal occurrences. He was leader of Brooklyn beer running faction, and reached notoriety a few years ago when, as the bodyguard of the Brooklyn gang leader, "Little Augie" Pisano, whom enemies murdered, wounding Diamond at the same time. <box>322 939 468 1016</box>
